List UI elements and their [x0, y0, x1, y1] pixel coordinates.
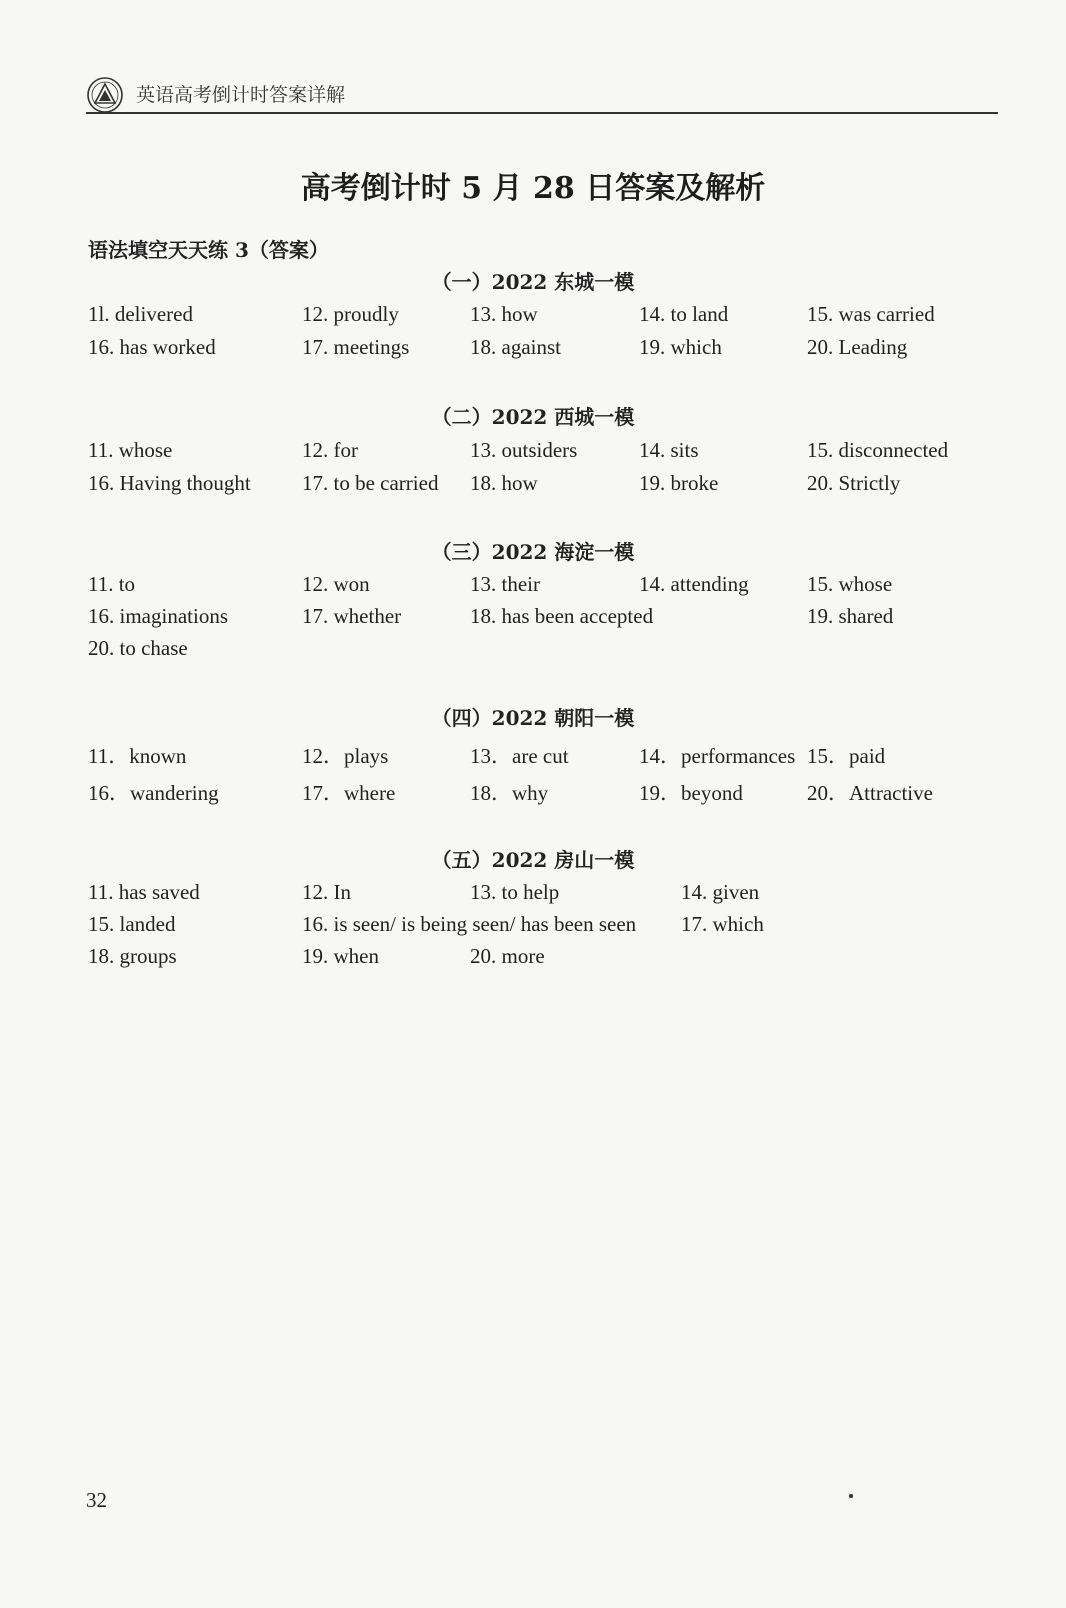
answer-item: 14. to land: [639, 302, 729, 326]
page-number: 32: [86, 1488, 107, 1512]
header-title: 英语高考倒计时答案详解: [136, 84, 346, 106]
page-title: 高考倒计时 5 月 28 日答案及解析: [300, 171, 766, 206]
group-title: （三）2022 海淀一模: [431, 540, 635, 564]
answer-item: 14. sits: [639, 438, 699, 462]
answer-item: 20. Strictly: [807, 471, 901, 495]
answer-item: 17. to be carried: [302, 471, 439, 495]
answer-item: 13．are cut: [470, 744, 569, 768]
answer-item: 19．beyond: [639, 781, 743, 805]
answer-item: 17．where: [302, 781, 396, 805]
answer-item: 20. more: [470, 944, 545, 968]
group-title: （四）2022 朝阳一模: [431, 706, 635, 730]
answer-item: 18. how: [470, 471, 538, 495]
header-divider: [86, 112, 998, 114]
answer-item: 13. to help: [470, 880, 560, 904]
running-header: [86, 72, 986, 112]
answer-item: 15. disconnected: [807, 438, 949, 462]
answer-item: 14. attending: [639, 572, 749, 596]
answer-item: 19. broke: [639, 471, 719, 495]
answer-item: 16. has worked: [88, 335, 216, 359]
answer-item: 18. has been accepted: [470, 604, 654, 628]
answer-item: 11. whose: [88, 438, 173, 462]
answer-item: 12．plays: [302, 744, 389, 768]
answer-item: 16. imaginations: [88, 604, 228, 628]
answer-item: 12. won: [302, 572, 370, 596]
scan-dot: [849, 1494, 853, 1498]
answer-item: 13. outsiders: [470, 438, 578, 462]
answer-item: 18. groups: [88, 944, 177, 968]
answer-item: 11. to: [88, 572, 136, 596]
answer-item: 18. against: [470, 335, 561, 359]
answer-item: 11. has saved: [88, 880, 200, 904]
answer-item: 13. their: [470, 572, 540, 596]
answer-item: 15. whose: [807, 572, 893, 596]
answer-item: 17. whether: [302, 604, 402, 628]
school-logo-icon: [86, 76, 124, 114]
answer-item: 17. which: [681, 912, 764, 936]
section-label: 语法填空天天练 3（答案）: [88, 238, 329, 262]
answer-item: 19. when: [302, 944, 379, 968]
answer-item: 16. is seen/ is being seen/ has been seen: [302, 912, 637, 936]
answer-item: 11．known: [88, 744, 187, 768]
group-title: （二）2022 西城一模: [431, 405, 635, 429]
answer-item: 14．performances: [639, 744, 796, 768]
answer-item: 20．Attractive: [807, 781, 933, 805]
answer-item: 15. landed: [88, 912, 176, 936]
answer-item: 15. was carried: [807, 302, 935, 326]
answer-item: 17. meetings: [302, 335, 410, 359]
answer-item: 20. Leading: [807, 335, 908, 359]
group-title: （一）2022 东城一模: [431, 270, 635, 294]
group-title: （五）2022 房山一模: [431, 848, 635, 872]
answer-item: 18．why: [470, 781, 549, 805]
answer-item: 16. Having thought: [88, 471, 251, 495]
answer-item: 19. shared: [807, 604, 894, 628]
answer-item: 12. proudly: [302, 302, 399, 326]
answer-item: 20. to chase: [88, 636, 188, 660]
answer-item: 13. how: [470, 302, 538, 326]
answer-item: 1l. delivered: [88, 302, 193, 326]
answer-item: 15．paid: [807, 744, 886, 768]
answer-item: 14. given: [681, 880, 760, 904]
answer-item: 19. which: [639, 335, 722, 359]
answer-item: 16．wandering: [88, 781, 219, 805]
answer-item: 12. for: [302, 438, 358, 462]
answer-item: 12. In: [302, 880, 351, 904]
